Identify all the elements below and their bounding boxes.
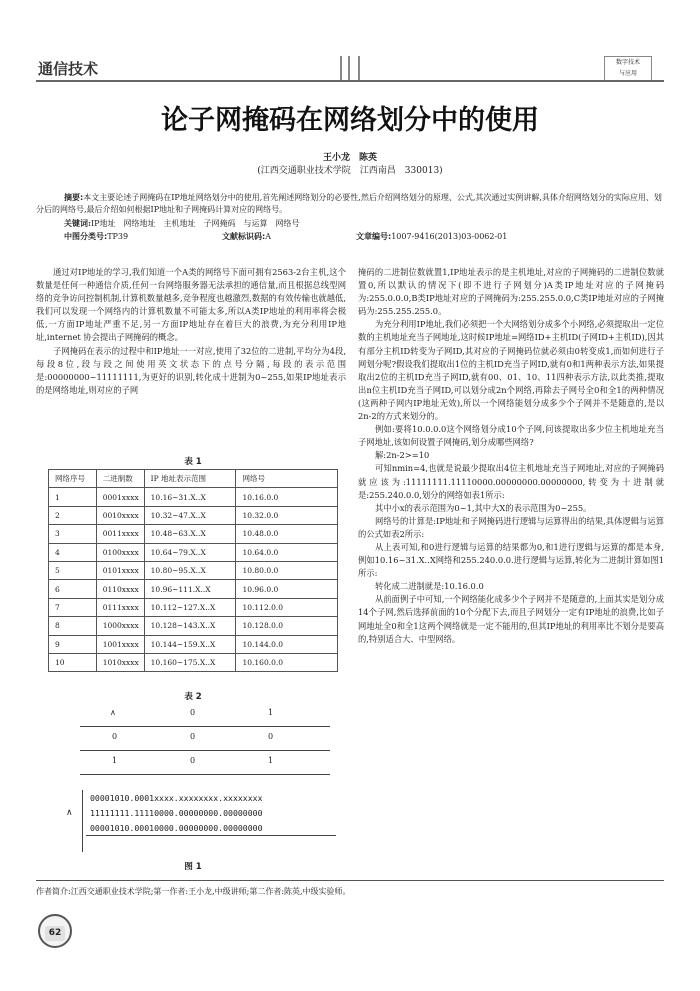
- table2-cell: 0: [190, 708, 196, 717]
- paragraph: 从前面例子中可知,一个网络能化成多少个子网并不是随意的,上面其实是划分成14个子网,然后选择前面的10个分配下去,而且子网划分一定有IP地址的浪费,比如子网地址全0和全1这两个网络就是一定不能用的,但其IP地址的利用率比不划分是要高的,特别适合大、中型网络。: [358, 594, 664, 644]
- table1-row: [49, 525, 338, 543]
- table1-cell: 6: [49, 580, 97, 598]
- table1-header-row: [49, 470, 338, 488]
- table2: [80, 704, 330, 804]
- paragraph: 从上表可知,和0进行逻辑与运算的结果都为0,和1进行逻辑与运算的都是本身,例如10.16~31.X..X网络和255.240.0.0.进行逻辑与运算,转化为二进制计算如图1所示:: [358, 541, 664, 579]
- paragraph: 解:2n-2>=10: [375, 450, 430, 461]
- table1-cell: 0101xxxx: [96, 561, 144, 579]
- table2-rule: [80, 774, 330, 775]
- abstract-label: 摘要:: [64, 193, 84, 202]
- paragraph: 可知nmin=4,也就是说最少提取出4位主机地址充当子网地址,对应的子网掩码就应该为:11111111.11110000.00000000.00000000,转变为十进制就是:255.240.0.0,划分的网络如表1所示:: [358, 463, 664, 500]
- table1-row: [49, 561, 338, 579]
- table2-cell: 1: [112, 756, 118, 765]
- table1-cell: 10.96.0.0: [236, 580, 338, 598]
- table1-cell: 1: [49, 488, 97, 506]
- paragraph: 为充分利用IP地址,我们必须把一个大网络划分成多个小网络,必须提取出一定位数的主机地址充当子网地址,这时候IP地址=网络ID+主机ID(子网ID+主机ID),因其有部分主机ID转变为子网ID,其对应的子网掩码位就必须由0转变成1,而如何进行子网划分呢?假设我们提取出1位的主机ID充当子网ID,就有0和1两种表示方法,如果提取出2位的主机ID充当子网ID,就有00、01、10、11四种表示方法,以此类推,提取出n位主机ID充当子网ID,可以划分成2n个网络,再除去子网号全0和全1的两种情况(这两种子网内IP地址无效),所以一个网络能划分成多少个子网并不是随意的,是以2n-2的方式来划分的。: [358, 319, 664, 422]
- table1-cell: 10.112.0.0: [236, 598, 338, 616]
- table1-cell: 0011xxxx: [96, 525, 144, 543]
- table1: [48, 469, 338, 672]
- table2-cell: 1: [268, 708, 274, 717]
- clc-value: TP39: [107, 232, 129, 241]
- table2-rule: [80, 726, 330, 727]
- journal-logo: [604, 56, 652, 82]
- abstract-text: 本文主要论述子网掩码在IP地址网络划分中的使用,首先阐述网络划分的必要性,然后介绍网络划分的原理、公式,其次通过实例讲解,具体介绍网络划分的实际应用、划分后的网络号,最后介绍如何根据IP地址和子网掩码计算对应的网络号。: [36, 193, 662, 214]
- table1-cell: 10.80.0.0: [236, 561, 338, 579]
- table1-cell: 10.128~143.X..X: [144, 617, 236, 635]
- keywords-label: 关键词:: [64, 218, 91, 228]
- keywords-text: IP地址 网络地址 主机地址 子网掩码 与运算 网络号: [90, 219, 300, 228]
- table1-cell: 10.128.0.0: [236, 617, 338, 635]
- paragraph: 例如:要将10.0.0.0这个网络划分成10个子网,问该提取出多少位主机地址充当子网地址,该如何设置子网掩码,划分成哪些网络?: [358, 424, 664, 448]
- table1-cell: 10.144.0.0: [236, 635, 338, 653]
- article-value: 1007-9416(2013)03-0062-01: [391, 232, 508, 241]
- table1-cell: 10.32~47.X..X: [144, 506, 236, 524]
- page-number-badge: [38, 914, 72, 948]
- abstract: [36, 192, 664, 216]
- table1-cell: 10.32.0.0: [236, 506, 338, 524]
- affiliation: (江西交通职业技术学院 江西南昌 330013): [257, 166, 443, 176]
- paragraph: 通过对IP地址的学习,我们知道一个A类的网络号下面可拥有2563-2台主机,这个数量是任何一种通信介质,任何一台网络服务器无法承担的通信量,而且根据总线型网络的竞争访问控制机制,计算机数量越多,竞争程度也越激烈,数据的有效传输也就越低,我们可以发现一个网络内的计算机数量不可能太多,所以A类IP地址的利用率将会极低,一方面IP地址严重不足,另一方面IP地址存在着巨大的浪费,为充分利用IP地址,internet 协会提出子网掩码的概念。: [36, 267, 346, 343]
- table1-cell: 8: [49, 617, 97, 635]
- figure1-operator: ∧: [66, 808, 73, 818]
- table1-row: [49, 653, 338, 671]
- doc-label: 文献标识码:: [222, 232, 266, 241]
- table1-cell: 5: [49, 561, 97, 579]
- figure1-vline: [82, 790, 83, 852]
- table1-cell: 10.160~175.X..X: [144, 653, 236, 671]
- paper-title: 论子网掩码在网络划分中的使用: [161, 105, 539, 136]
- section-label: 通信技术: [38, 60, 99, 78]
- table2-cell: 1: [268, 756, 274, 765]
- footnote-rule: [36, 880, 664, 881]
- table1-row: [49, 635, 338, 653]
- table1-header-cell: IP 地址表示范围: [144, 470, 236, 488]
- table2-rule: [80, 750, 330, 751]
- table2-caption: 表 2: [184, 692, 202, 702]
- table1-cell: 0001xxxx: [96, 488, 144, 506]
- authors: 王小龙 陈英: [322, 153, 377, 163]
- figure1-line: 00001010.0001xxxx.xxxxxxxx.xxxxxxxx: [90, 793, 263, 803]
- table1-row: [49, 543, 338, 561]
- figure1-rule: [86, 835, 336, 836]
- table1-cell: 7: [49, 598, 97, 616]
- table1-cell: 0010xxxx: [96, 506, 144, 524]
- table1-cell: 2: [49, 506, 97, 524]
- table1-cell: 0100xxxx: [96, 543, 144, 561]
- table2-cell: 0: [112, 732, 118, 741]
- article-label: 文章编号:: [356, 232, 392, 241]
- table1-header-cell: 网络号: [236, 470, 338, 488]
- table1-cell: 10.16~31.X..X: [144, 488, 236, 506]
- table1-cell: 4: [49, 543, 97, 561]
- figure1-line: 00001010.00010000.00000000.00000000: [90, 822, 263, 833]
- table1-cell: 10.96~111.X..X: [144, 580, 236, 598]
- table1-cell: 10.16.0.0: [236, 488, 338, 506]
- table1-cell: 10.64~79.X..X: [144, 543, 236, 561]
- figure1-calc: [90, 791, 370, 835]
- header-rule: [36, 80, 664, 82]
- column-left: [36, 266, 346, 397]
- table1-cell: 0111xxxx: [96, 598, 144, 616]
- article-number: [356, 231, 507, 242]
- table1-row: [49, 617, 338, 635]
- journal-logo-line1: 数字技术: [615, 59, 640, 66]
- table1-caption: 表 1: [184, 457, 202, 467]
- table1-row: [49, 580, 338, 598]
- table2-cell: 0: [190, 756, 196, 765]
- table2-cell: 0: [268, 732, 274, 741]
- paragraph: 子网掩码在表示的过程中和IP地址一一对应,使用了32位的二进制,平均分为4段,每段8位,段与段之间使用英文状态下的点号分隔,每段的表示范围是:00000000~11111111,为更好的识别,转化成十进制为0~255,如果IP地址表示的是网络地址,则对应的子网: [36, 345, 346, 395]
- table2-cell: ∧: [110, 708, 116, 717]
- doc-code: [222, 231, 271, 242]
- table2-cell: 0: [190, 732, 196, 741]
- table1-header-cell: 二进制数: [96, 470, 144, 488]
- table1-header-cell: 网络序号: [49, 470, 97, 488]
- paragraph: 其中小x的表示范围为0~1,其中大X的表示范围为0~255。: [375, 502, 592, 513]
- table1-cell: 1000xxxx: [96, 617, 144, 635]
- table1-cell: 10.144~159.X..X: [144, 635, 236, 653]
- clc-label: 中图分类号:: [64, 232, 108, 241]
- table1-cell: 10: [49, 653, 97, 671]
- page-number: 62: [45, 926, 65, 941]
- paragraph: 掩码的二进制位数就置1,IP地址表示的是主机地址,对应的子网掩码的二进制位数就置0,所以默认的情况下(即不进行子网划分)A类IP地址对应的子网掩码为:255.0.0.0,B类IP地址对应的子网掩码为:255.255.0.0,C类IP地址对应的子网掩码为:255.255.255.0。: [358, 267, 664, 317]
- keywords: [64, 218, 300, 229]
- table1-cell: 1001xxxx: [96, 635, 144, 653]
- figure1-caption: 图 1: [184, 862, 202, 872]
- table1-cell: 0110xxxx: [96, 580, 144, 598]
- journal-logo-line2: 与应用: [618, 70, 637, 77]
- author-footnote: 作者简介:江西交通职业技术学院;第一作者:王小龙,中级讲师;第二作者:陈英,中级实验师。: [36, 887, 351, 896]
- column-right: [358, 266, 664, 646]
- table1-row: [49, 598, 338, 616]
- clc-number: [64, 231, 128, 242]
- table1-cell: 10.48.0.0: [236, 525, 338, 543]
- table1-cell: 10.64.0.0: [236, 543, 338, 561]
- table1-cell: 3: [49, 525, 97, 543]
- table1-row: [49, 506, 338, 524]
- table1-cell: 10.48~63.X..X: [144, 525, 236, 543]
- table1-cell: 10.160.0.0: [236, 653, 338, 671]
- doc-value: A: [265, 232, 271, 241]
- table1-row: [49, 488, 338, 506]
- header-decoration: [340, 56, 360, 80]
- paragraph: 网络号的计算是:IP地址和子网掩码进行逻辑与运算得出的结果,具体逻辑与运算的公式如表2所示:: [358, 515, 664, 539]
- table1-cell: 1010xxxx: [96, 653, 144, 671]
- table1-cell: 9: [49, 635, 97, 653]
- table1-cell: 10.112~127.X..X: [144, 598, 236, 616]
- figure1-line: 11111111.11110000.00000000.00000000: [90, 807, 263, 818]
- paragraph: 转化成二进制就是:10.16.0.0: [375, 581, 484, 592]
- table1-cell: 10.80~95.X..X: [144, 561, 236, 579]
